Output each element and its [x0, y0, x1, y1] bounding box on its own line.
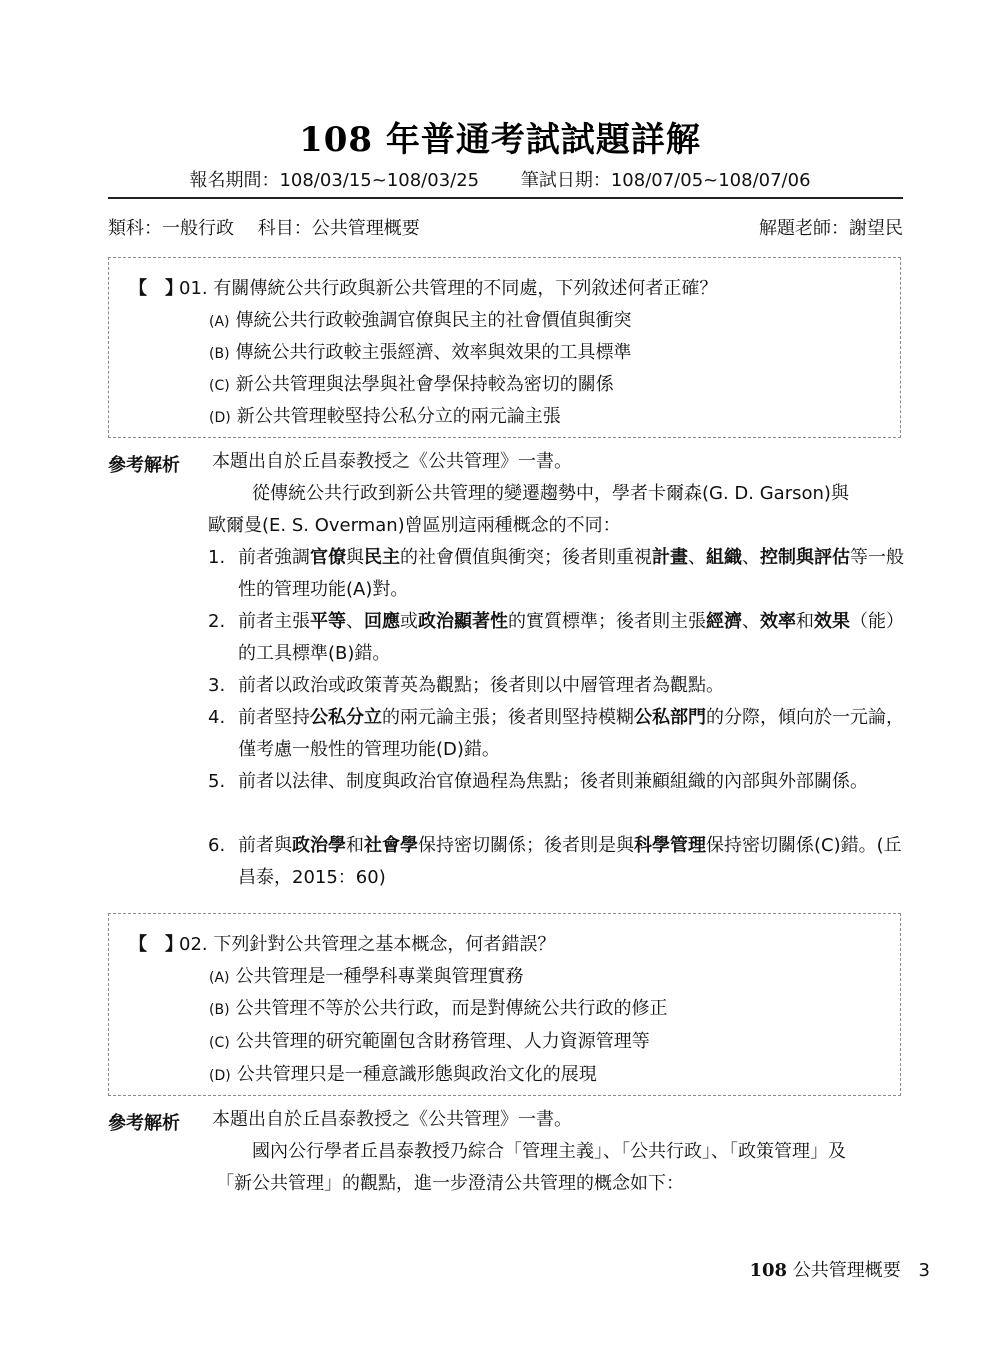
option-b: (B) 公共管理不等於公共行政，而是對傳統公共行政的修正: [209, 998, 668, 1019]
option-d: (D) 公共管理只是一種意識形態與政治文化的展現: [209, 1064, 597, 1085]
page-number: 3: [918, 1260, 930, 1281]
option-d: (D) 新公共管理較堅持公私分立的兩元論主張: [209, 406, 561, 427]
option-b: (B) 傳統公共行政較主張經濟、效率與效果的工具標準: [209, 342, 632, 363]
exam-date: 筆試日期：108/07/05~108/07/06: [520, 170, 811, 191]
option-a: (A) 公共管理是一種學科專業與管理實務: [209, 966, 524, 987]
page-footer: [750, 1256, 931, 1282]
registration-period: 報名期間：108/03/15~108/03/25: [189, 170, 480, 191]
answer-1-item-2: 2. 前者主張平等、回應或政治顯著性的實質標準；後者則主張經濟、效率和效果（能）的工具標準(B)錯。: [208, 611, 904, 664]
option-c: (C) 公共管理的研究範圍包含財務管理、人力資源管理等: [209, 1031, 650, 1052]
answer-2-source: 本題出自於丘昌泰教授之《公共管理》一書。: [212, 1109, 572, 1130]
answer-1-intro: 從傳統公共行政到新公共管理的變遷趨勢中，學者卡爾森(G. D. Garson)與: [252, 483, 849, 504]
footer-subject: 公共管理概要: [792, 1260, 901, 1281]
footer-year: 108: [749, 1260, 788, 1281]
answer-1-intro-cont: 歐爾曼(E. S. Overman)曾區別這兩種概念的不同：: [208, 515, 621, 536]
exam-dates: [0, 166, 1000, 192]
answer-1-source: 本題出自於丘昌泰教授之《公共管理》一書。: [212, 451, 572, 472]
answer-bracket: 【 】: [129, 934, 183, 955]
category: 類科：一般行政: [108, 218, 234, 239]
option-c: (C) 新公共管理與法學與社會學保持較為密切的關係: [209, 374, 614, 395]
exam-meta: [108, 214, 903, 240]
answer-1-item-5: 5. 前者以法律、制度與政治官僚過程為焦點；後者則兼顧組織的內部與外部關係。: [208, 771, 868, 792]
question-2-stem: 【 】02. 下列針對公共管理之基本概念，何者錯誤？: [129, 930, 555, 956]
teacher: 解題老師：謝望民: [759, 218, 903, 239]
answer-1-item-1: 1. 前者強調官僚與民主的社會價值與衝突；後者則重視計畫、組織、控制與評估等一般性的管理功能(A)對。: [208, 547, 904, 600]
answer-1-item-3: 3. 前者以政治或政策菁英為觀點；後者則以中層管理者為觀點。: [208, 675, 724, 696]
question-2-box: [108, 913, 901, 1096]
question-1-stem: 【 】01. 有關傳統公共行政與新公共管理的不同處，下列敘述何者正確？: [129, 274, 717, 300]
answer-2-intro: 國內公行學者丘昌泰教授乃綜合「管理主義」、「公共行政」、「政策管理」及: [252, 1141, 846, 1162]
answer-2-intro-cont: 「新公共管理」的觀點，進一步澄清公共管理的概念如下：: [216, 1173, 684, 1194]
page-title: 108 年普通考試試題詳解: [299, 120, 701, 160]
answer-1-item-4: 4. 前者堅持公私分立的兩元論主張；後者則堅持模糊公私部門的分際，傾向於一元論，僅考慮一般性的管理功能(D)錯。: [208, 707, 904, 760]
reference-label: 參考解析: [108, 455, 180, 476]
header-rule: [108, 197, 903, 199]
reference-label: 參考解析: [108, 1113, 180, 1134]
option-a: (A) 傳統公共行政較強調官僚與民主的社會價值與衝突: [209, 310, 632, 331]
subject: 科目：公共管理概要: [257, 218, 420, 239]
answer-bracket: 【 】: [129, 278, 183, 299]
answer-1-item-6: 6. 前者與政治學和社會學保持密切關係；後者則是與科學管理保持密切關係(C)錯。(丘昌泰，2015：60): [208, 835, 902, 888]
question-1-box: [108, 257, 901, 438]
